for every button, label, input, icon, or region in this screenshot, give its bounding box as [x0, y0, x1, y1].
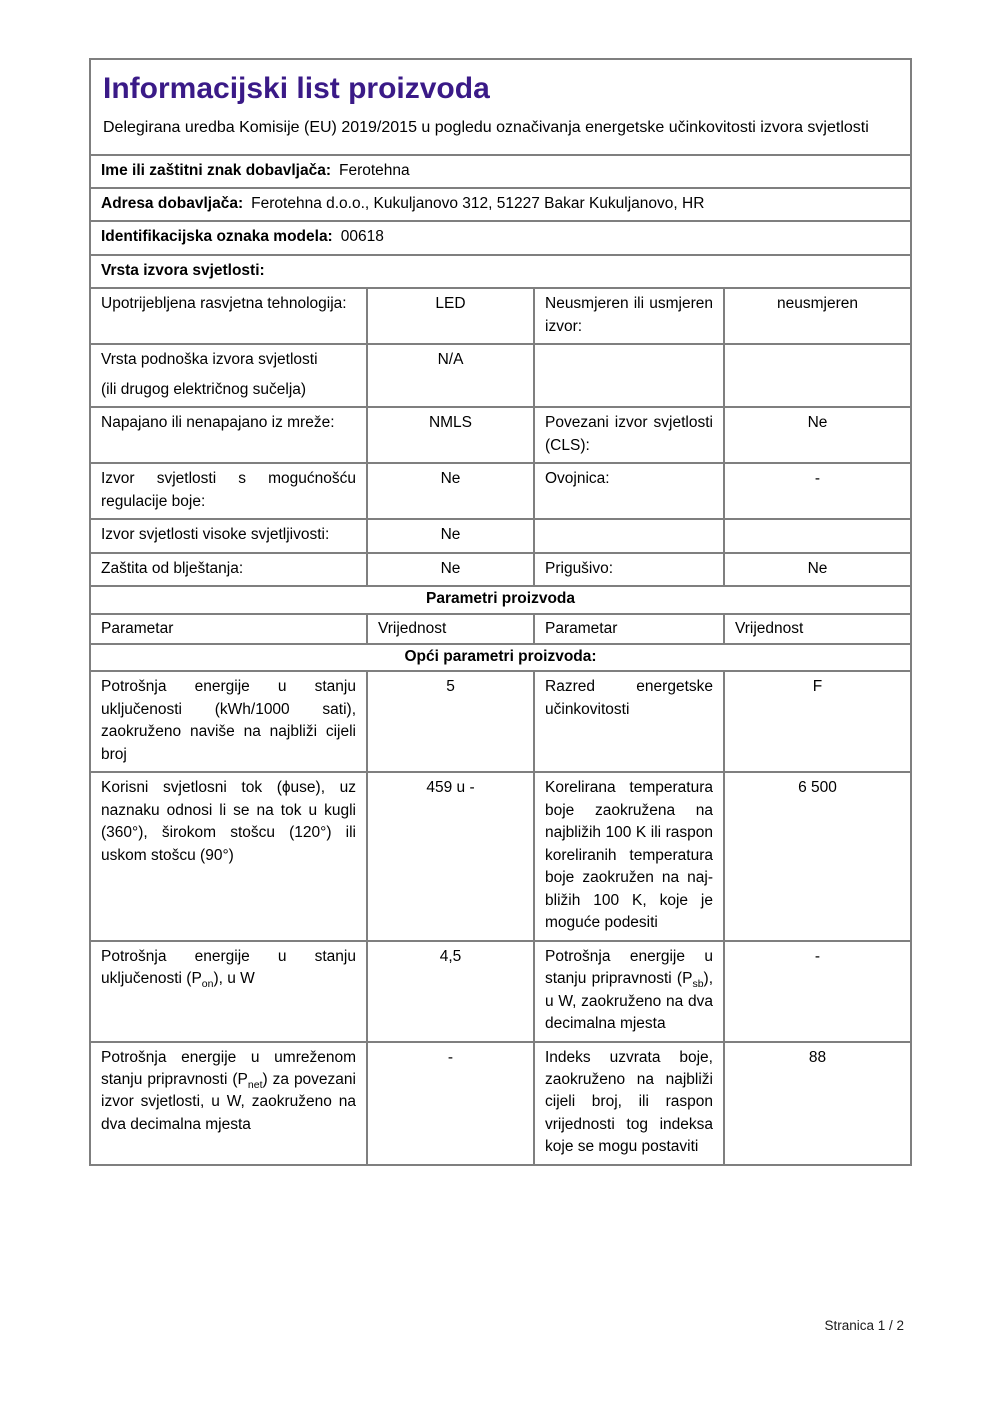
- product-info-table: [89, 58, 912, 1166]
- param-value-cell: F: [724, 671, 911, 772]
- table-row: [90, 221, 911, 254]
- table-row: [90, 155, 911, 188]
- page-title: Informacijski list proizvoda: [103, 72, 490, 105]
- model-id-value: 00618: [340, 228, 384, 246]
- title-row: [90, 59, 911, 155]
- supplier-name-value: Ferotehna: [339, 161, 410, 179]
- param-label-cell: Potrošnja energije u stanju pripravnosti $(P_{sb})$, u W, zaokruženo na dva decimalna mjesta: [534, 941, 724, 1042]
- section-title: Parametri proizvoda: [90, 586, 911, 613]
- section-header-row: [90, 586, 911, 613]
- title-cell: [90, 59, 911, 155]
- page-number: Stranica 1 / 2: [824, 1318, 904, 1333]
- table-row: [90, 188, 911, 221]
- param-label-cell: Upotrijebljena rasvjetna tehnologija:: [90, 288, 367, 344]
- table-row: [90, 519, 911, 552]
- param-label-cell: Napajano ili nenapajano iz mreže:: [90, 407, 367, 463]
- param-value-cell: Ne: [367, 553, 534, 586]
- param-label-line-1: Vrsta podnoška izvora svjetlosti: [101, 351, 318, 369]
- subscript: on: [201, 978, 214, 991]
- subscript: sb: [692, 978, 704, 991]
- param-value-cell: [724, 344, 911, 407]
- param-value-cell: 88: [724, 1042, 911, 1165]
- table-row: [90, 255, 911, 288]
- param-value-cell: 459 u -: [367, 772, 534, 940]
- param-label-cell: Korelirana temperatura boje zaokružena na najbližih 100 K ili raspon koreliranih temperatura boje zaokružen na najbližih 100 K, koje je moguće podesiti: [534, 772, 724, 940]
- param-label-cell: Potrošnja energije u stanju uključenosti $(P_{on})$, u W: [90, 941, 367, 1042]
- param-value-cell: LED: [367, 288, 534, 344]
- param-label-cell: Ovojnica:: [534, 463, 724, 519]
- table-row: [90, 1042, 911, 1165]
- supplier-address-value: Ferotehna d.o.o., Kukuljanovo 312, 51227 Bakar Kukuljanovo, HR: [251, 194, 705, 212]
- supplier-name-cell: [90, 155, 911, 188]
- param-value-cell: -: [367, 1042, 534, 1165]
- param-value-cell: 6 500: [724, 772, 911, 940]
- param-label-line-2: (ili drugog električnog sučelja): [101, 380, 307, 398]
- param-label-cell: Indeks uzvrata boje, zaokruženo na najbliži cijeli broj, ili raspon vrijednosti tog indeksa koje se mogu postaviti: [534, 1042, 724, 1165]
- table-row: [90, 941, 911, 1042]
- param-label-cell: Razred energetske učinkovitosti: [534, 671, 724, 772]
- model-id-cell: [90, 221, 911, 254]
- param-label-cell: Zaštita od blještanja:: [90, 553, 367, 586]
- subscript: net: [247, 1079, 263, 1092]
- param-value-cell: 4,5: [367, 941, 534, 1042]
- table-row: [90, 553, 911, 586]
- param-label-cell: [534, 519, 724, 552]
- table-row: [90, 463, 911, 519]
- param-value-cell: 5: [367, 671, 534, 772]
- param-value-cell: neusmjeren: [724, 288, 911, 344]
- supplier-name-label: Ime ili zaštitni znak dobavljača:: [101, 161, 331, 179]
- table-row: [90, 288, 911, 344]
- regulation-subtitle: Delegirana uredba Komisije (EU) 2019/2015 u pogledu označivanja energetske učinkovitosti izvora svjetlosti: [103, 118, 869, 136]
- param-label-cell: Povezani izvor svjetlosti (CLS):: [534, 407, 724, 463]
- param-value-cell: Ne: [367, 463, 534, 519]
- table-row: [90, 407, 911, 463]
- param-label-cell: Potrošnja energije u stanju uključenosti (kWh/1000 sati), zaokruženo naviše na najbliži cijeli broj: [90, 671, 367, 772]
- param-value-cell: Ne: [367, 519, 534, 552]
- section-header-row: [90, 644, 911, 671]
- param-value-cell: -: [724, 941, 911, 1042]
- column-header-row: [90, 614, 911, 644]
- light-source-type-section-cell: [90, 255, 911, 288]
- param-label-cell: [90, 344, 367, 407]
- param-label-cell: Prigušivo:: [534, 553, 724, 586]
- param-value-cell: Ne: [724, 553, 911, 586]
- param-label-cell: Korisni svjetlosni tok (ϕuse), uz naznaku odnosi li se na tok u kugli (360°), širokom stošcu (120°) ili uskom stošcu (90°): [90, 772, 367, 940]
- column-header: Parametar: [90, 614, 367, 644]
- table-row: [90, 344, 911, 407]
- column-header: Parametar: [534, 614, 724, 644]
- param-label-cell: Izvor svjetlosti s mogućnošću regulacije boje:: [90, 463, 367, 519]
- table-row: [90, 772, 911, 940]
- model-id-label: Identifikacijska oznaka modela:: [101, 228, 333, 246]
- param-label-cell: Izvor svjetlosti visoke svjetljivosti:: [90, 519, 367, 552]
- supplier-address-label: Adresa dobavljača:: [101, 194, 244, 212]
- param-value-cell: -: [724, 463, 911, 519]
- param-value-cell: N/A: [367, 344, 534, 407]
- column-header: Vrijednost: [367, 614, 534, 644]
- param-label-cell: Neusmjeren ili usmjeren izvor:: [534, 288, 724, 344]
- param-label-cell: Potrošnja energije u umreženom stanju pripravnosti $(P_{net})$ za povezani izvor svjetlosti, u W, zaokruženo na dva decimalna mjesta: [90, 1042, 367, 1165]
- table-row: [90, 671, 911, 772]
- light-source-type-label: Vrsta izvora svjetlosti:: [101, 261, 265, 279]
- column-header: Vrijednost: [724, 614, 911, 644]
- param-value-cell: NMLS: [367, 407, 534, 463]
- param-value-cell: [724, 519, 911, 552]
- param-value-cell: Ne: [724, 407, 911, 463]
- supplier-address-cell: [90, 188, 911, 221]
- param-label-cell: [534, 344, 724, 407]
- section-title: Opći parametri proizvoda:: [90, 644, 911, 671]
